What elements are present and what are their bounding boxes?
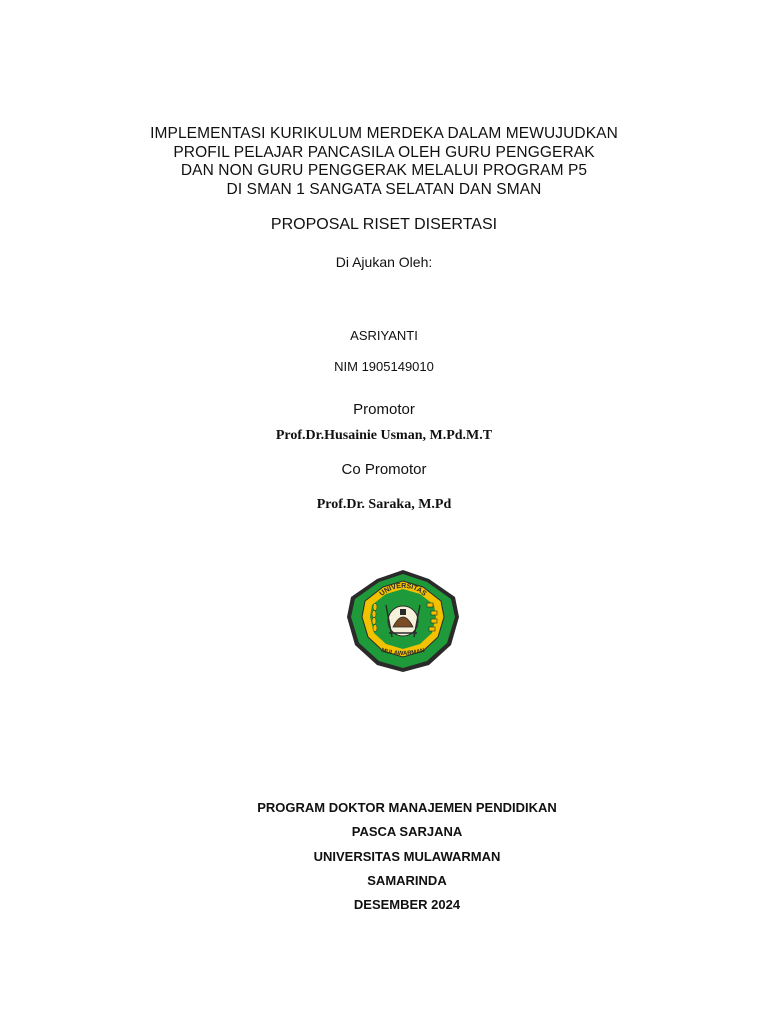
title-line-1: IMPLEMENTASI KURIKULUM MERDEKA DALAM MEWUJUDKAN bbox=[150, 125, 618, 142]
thesis-title bbox=[0, 125, 768, 199]
footer-faculty: PASCA SARJANA bbox=[351, 824, 463, 840]
institution-footer bbox=[53, 796, 761, 917]
footer-program: PROGRAM DOKTOR MANAJEMEN PENDIDIKAN bbox=[257, 800, 557, 815]
author-nim: NIM 1905149010 bbox=[334, 359, 434, 374]
footer-date: DESEMBER 2024 bbox=[353, 897, 461, 913]
promotor-label: Promotor bbox=[353, 401, 415, 418]
university-emblem-icon bbox=[343, 567, 463, 675]
title-line-2: PROFIL PELAJAR PANCASILA OLEH GURU PENGGERAK bbox=[173, 143, 595, 161]
document-type: PROPOSAL RISET DISERTASI bbox=[270, 216, 498, 233]
submitted-by-label: Di Ajukan Oleh: bbox=[335, 254, 433, 270]
title-line-3: DAN NON GURU PENGGERAK MELALUI PROGRAM P5 bbox=[180, 162, 588, 179]
co-promotor-name: Prof.Dr. Saraka, M.Pd bbox=[316, 497, 452, 512]
footer-university: UNIVERSITAS MULAWARMAN bbox=[313, 848, 501, 864]
promotor-name: Prof.Dr.Husainie Usman, M.Pd.M.T bbox=[275, 428, 493, 443]
title-line-4: DI SMAN 1 SANGATA SELATAN DAN SMAN bbox=[226, 180, 542, 198]
footer-city: SAMARINDA bbox=[367, 872, 447, 888]
author-name: ASRIYANTI bbox=[350, 328, 418, 343]
emblem-bottom-text: MULAWARMAN bbox=[380, 647, 426, 658]
emblem-top-text: UNIVERSITAS bbox=[378, 582, 428, 598]
co-promotor-label: Co Promotor bbox=[341, 461, 427, 478]
